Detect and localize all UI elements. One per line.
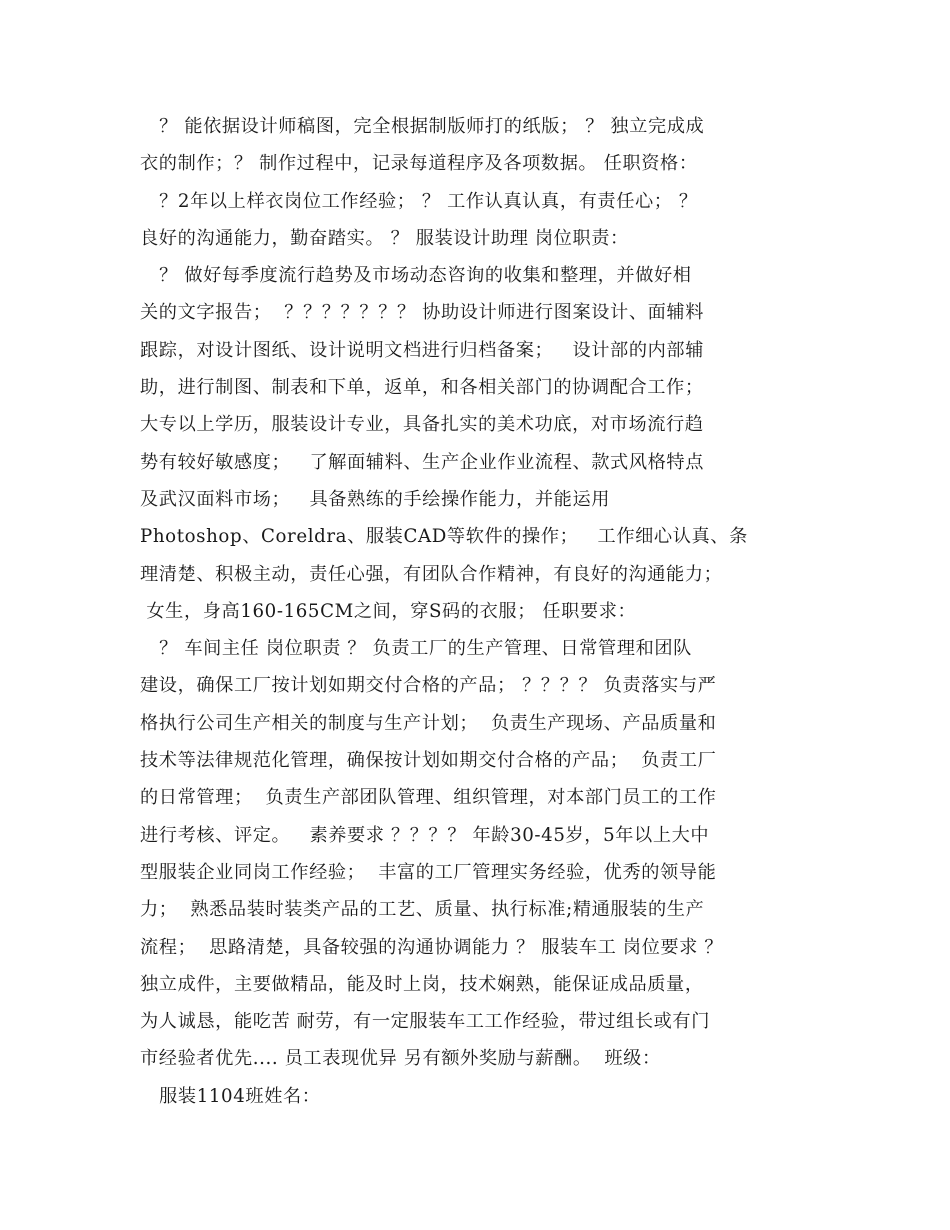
text-line: 衣的制作；？ 制作过程中，记录每道程序及各项数据。 任职资格： — [140, 153, 698, 175]
text-line: 理清楚、积极主动，责任心强，有团队合作精神，有良好的沟通能力； — [140, 563, 723, 585]
text-line: 助，进行制图、制表和下单，返单，和各相关部门的协调配合工作； — [140, 377, 704, 399]
text-line: 女生，身高160-165CM之间，穿S码的衣服； 任职要求： — [140, 600, 637, 622]
text-line: 为人诚恳，能吃苦 耐劳，有一定服装车工工作经验，带过组长或有门 — [140, 1011, 711, 1033]
document-body — [140, 108, 815, 1115]
text-line: 大专以上学历，服装设计专业，具备扎实的美术功底，对市场流行趋 — [140, 414, 704, 436]
text-line: 市经验者优先.... 员工表现优异 另有额外奖励与薪酬。 班级： — [140, 1048, 661, 1070]
text-line: 技术等法律规范化管理，确保按计划如期交付合格的产品； 负责工厂 — [140, 750, 717, 772]
text-line: 及武汉面料市场； 具备熟练的手绘操作能力，并能运用 — [140, 488, 611, 510]
text-line: Photoshop、Coreldra、服装CAD等软件的操作； 工作细心认真、条 — [140, 526, 748, 548]
text-line: 服装1104班姓名： — [140, 1085, 321, 1107]
text-line: 型服装企业同岗工作经验； 丰富的工厂管理实务经验，优秀的领导能 — [140, 861, 717, 883]
text-line: ？ 能依据设计师稿图，完全根据制版师打的纸版； ？ 独立完成成 — [140, 116, 705, 137]
text-line: 势有较好敏感度； 了解面辅料、生产企业作业流程、款式风格特点 — [140, 451, 704, 473]
text-line: ？ 车间主任 岗位职责 ？ 负责工厂的生产管理、日常管理和团队 — [140, 638, 692, 660]
text-line: 格执行公司生产相关的制度与生产计划； 负责生产现场、产品质量和 — [140, 712, 717, 734]
text-line: ？ 做好每季度流行趋势及市场动态咨询的收集和整理，并做好相 — [140, 265, 692, 287]
text-line: 良好的沟通能力，勤奋踏实。 ？ 服装设计助理 岗位职责： — [140, 227, 629, 249]
text-line: 关的文字报告； ？？？？？？？ 协助设计师进行图案设计、面辅料 — [140, 302, 704, 324]
text-line: 独立成件，主要做精品，能及时上岗，技术娴熟，能保证成品质量， — [140, 973, 704, 995]
text-line: 跟踪，对设计图纸、设计说明文档进行归档备案； 设计部的内部辅 — [140, 339, 704, 361]
text-line: 的日常管理； 负责生产部团队管理、组织管理，对本部门员工的工作 — [140, 787, 717, 809]
text-line: 力； 熟悉品装时装类产品的工艺、质量、执行标准;精通服装的生产 — [140, 899, 705, 921]
text-line: 建设，确保工厂按计划如期交付合格的产品； ？？？？ 负责落实与严 — [140, 675, 717, 697]
text-line: 进行考核、评定。 素养要求 ？？？？ 年龄30-45岁，5年以上大中 — [140, 824, 710, 846]
text-line: 流程； 思路清楚，具备较强的沟通协调能力 ？ 服装车工 岗位要求 ？ — [140, 936, 724, 958]
text-line: ？2年以上样衣岗位工作经验； ？ 工作认真认真，有责任心； ？ — [140, 190, 698, 212]
